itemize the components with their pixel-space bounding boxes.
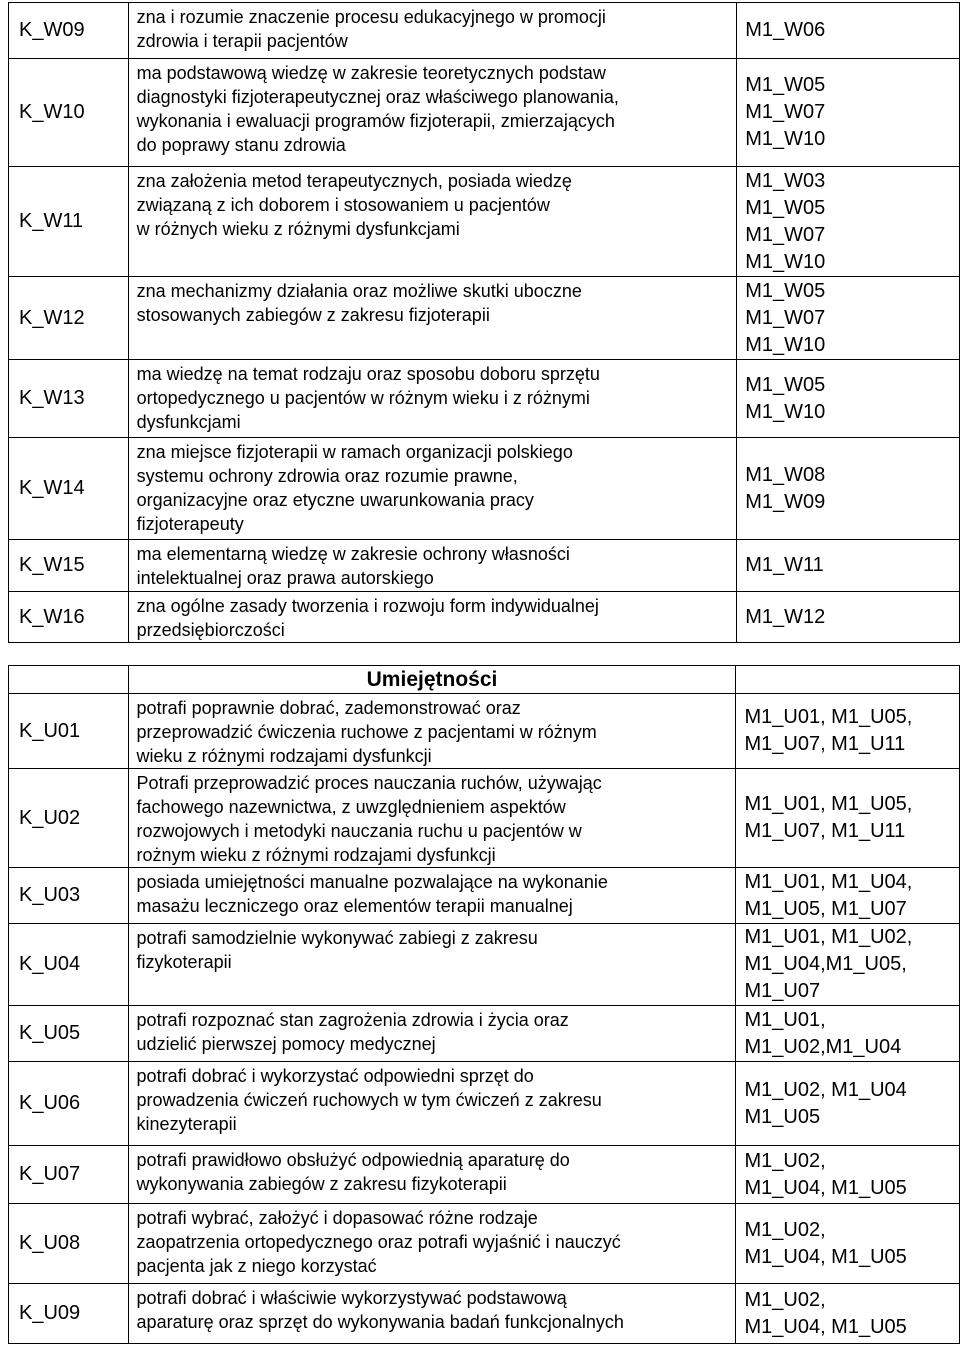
- table-row: [9, 924, 960, 1006]
- outcome-code: K_U09: [9, 1284, 129, 1344]
- module-refs-text: M1_U01, M1_U05, M1_U07, M1_U11: [744, 793, 913, 842]
- outcome-description-text: ma elementarną wiedzę w zakresie ochrony własności intelektualnej oraz prawa autorskiego: [136, 544, 570, 588]
- outcome-description: [128, 59, 737, 167]
- module-refs: [736, 1284, 960, 1344]
- module-refs: [737, 3, 960, 59]
- outcome-code: K_U03: [9, 868, 129, 924]
- skills-table: [8, 665, 960, 1344]
- module-refs-text: M1_W11: [745, 554, 824, 576]
- module-refs: [736, 1204, 960, 1284]
- table-row: [9, 694, 960, 769]
- outcome-description: [128, 277, 737, 360]
- module-refs: [737, 592, 960, 643]
- table-row: [9, 167, 960, 277]
- module-refs: [736, 1006, 960, 1062]
- module-refs: [736, 769, 960, 868]
- outcome-description-text: zna i rozumie znaczenie procesu edukacyjnego w promocji zdrowia i terapii pacjentów: [136, 7, 606, 51]
- header-blank-cell: [9, 666, 129, 694]
- module-refs: [736, 694, 960, 769]
- module-refs: [737, 167, 960, 277]
- table-row: [9, 1062, 960, 1146]
- outcome-description: [128, 360, 737, 438]
- module-refs: [737, 540, 960, 592]
- table-row: [9, 1204, 960, 1284]
- outcome-code: K_W16: [9, 592, 129, 643]
- outcome-description-text: potrafi poprawnie dobrać, zademonstrować oraz przeprowadzić ćwiczenia ruchowe z pacjentami w różnym wieku z różnymi rodzajami dysfunkcji: [136, 698, 597, 766]
- outcome-description: [128, 1204, 736, 1284]
- outcome-description: [128, 1006, 736, 1062]
- outcome-description-text: posiada umiejętności manualne pozwalające na wykonanie masażu leczniczego oraz elementów terapii manualnej: [136, 872, 608, 916]
- outcome-code: K_W10: [9, 59, 129, 167]
- outcome-code: K_U05: [9, 1006, 129, 1062]
- outcome-code: K_W09: [9, 3, 129, 59]
- outcome-code: K_U06: [9, 1062, 129, 1146]
- table-row: [9, 592, 960, 643]
- table-row: [9, 360, 960, 438]
- outcome-code: K_U08: [9, 1204, 129, 1284]
- module-refs: [737, 59, 960, 167]
- outcome-description-text: Potrafi przeprowadzić proces nauczania ruchów, używając fachowego nazewnictwa, z uwzględnieniem aspektów rozwojowych i metodyki nauczania ruchu u pacjentów w rożnym wieku z różnymi rodzajami dysfunkcji: [136, 773, 602, 865]
- outcome-description-text: ma podstawową wiedzę w zakresie teoretycznych podstaw diagnostyki fizjoterapeutycznej oraz właściwego planowania, wykonania i ewaluacji programów fizjoterapii, zmierzających do poprawy stanu zdrowia: [136, 63, 619, 155]
- outcome-description-text: ma wiedzę na temat rodzaju oraz sposobu doboru sprzętu ortopedycznego u pacjentów w różnym wieku i z różnymi dysfunkcjami: [136, 364, 600, 432]
- outcome-code: K_U07: [9, 1146, 129, 1204]
- outcome-description: [128, 1062, 736, 1146]
- module-refs-text: M1_W05 M1_W07 M1_W10: [745, 279, 826, 356]
- outcome-code: K_U02: [9, 769, 129, 868]
- module-refs: [736, 1146, 960, 1204]
- table-row: [9, 59, 960, 167]
- module-refs-text: M1_U01, M1_U05, M1_U07, M1_U11: [744, 706, 913, 755]
- module-refs-text: M1_W12: [745, 605, 826, 628]
- module-refs-text: M1_U02, M1_U04, M1_U05: [744, 1149, 907, 1199]
- outcome-code: K_W14: [9, 438, 129, 540]
- module-refs-text: M1_W05 M1_W10: [745, 373, 826, 423]
- table-row: [9, 1146, 960, 1204]
- section-header: Umiejętności: [128, 666, 736, 694]
- table-row: [9, 277, 960, 360]
- outcome-description: [128, 769, 736, 868]
- module-refs-text: M1_W06: [745, 19, 826, 41]
- knowledge-table: [8, 2, 960, 643]
- table-row: [9, 769, 960, 868]
- table-row: [9, 868, 960, 924]
- header-blank-cell: [736, 666, 960, 694]
- outcome-description-text: potrafi dobrać i wykorzystać odpowiedni sprzęt do prowadzenia ćwiczeń ruchowych w tym ćwiczeń z zakresu kinezyterapii: [136, 1066, 602, 1134]
- section-header-row: [9, 666, 960, 694]
- outcome-description: [128, 868, 736, 924]
- module-refs-text: M1_W03 M1_W05 M1_W07 M1_W10: [745, 169, 826, 273]
- outcome-description-text: zna mechanizmy działania oraz możliwe skutki uboczne stosowanych zabiegów z zakresu fizjoterapii: [136, 281, 582, 325]
- outcome-description: [128, 694, 736, 769]
- outcome-description-text: potrafi wybrać, założyć i dopasować różne rodzaje zaopatrzenia ortopedycznego oraz potrafi wyjaśnić i nauczyć pacjenta jak z niego korzystać: [136, 1208, 621, 1276]
- outcome-description: [128, 1284, 736, 1344]
- module-refs: [737, 360, 960, 438]
- outcome-description: [128, 438, 737, 540]
- module-refs: [736, 1062, 960, 1146]
- table-row: [9, 1284, 960, 1344]
- table-row: [9, 540, 960, 592]
- outcome-description: [128, 592, 737, 643]
- module-refs-text: M1_U01, M1_U02, M1_U04,M1_U05, M1_U07: [744, 926, 913, 1002]
- module-refs-text: M1_U02, M1_U04, M1_U05: [744, 1288, 907, 1338]
- outcome-description-text: potrafi rozpoznać stan zagrożenia zdrowia i życia oraz udzielić pierwszej pomocy medycznej: [136, 1010, 569, 1054]
- outcome-code: K_W11: [9, 167, 129, 277]
- outcome-description: [128, 3, 737, 59]
- outcome-description-text: potrafi dobrać i właściwie wykorzystywać podstawową aparaturę oraz sprzęt do wykonywania badań funkcjonalnych: [136, 1288, 624, 1332]
- outcome-description-text: potrafi samodzielnie wykonywać zabiegi z zakresu fizykoterapii: [136, 928, 538, 972]
- module-refs-text: M1_U02, M1_U04 M1_U05: [744, 1078, 907, 1128]
- outcome-description: [128, 924, 736, 1006]
- outcome-description: [128, 1146, 736, 1204]
- module-refs: [737, 277, 960, 360]
- outcome-code: K_W13: [9, 360, 129, 438]
- outcome-description-text: zna ogólne zasady tworzenia i rozwoju form indywidualnej przedsiębiorczości: [136, 596, 599, 640]
- module-refs: [736, 924, 960, 1006]
- outcome-code: K_U04: [9, 924, 129, 1006]
- outcome-code: K_U01: [9, 694, 129, 769]
- module-refs-text: M1_W05 M1_W07 M1_W10: [745, 74, 826, 150]
- outcome-description-text: zna miejsce fizjoterapii w ramach organizacji polskiego systemu ochrony zdrowia oraz rozumie prawne, organizacyjne oraz etyczne uwarunkowania pracy fizjoterapeuty: [136, 442, 573, 534]
- outcome-description-text: potrafi prawidłowo obsłużyć odpowiednią aparaturę do wykonywania zabiegów z zakresu fizykoterapii: [136, 1150, 570, 1194]
- module-refs-text: M1_U02, M1_U04, M1_U05: [744, 1218, 907, 1268]
- module-refs: [737, 438, 960, 540]
- outcome-description-text: zna założenia metod terapeutycznych, posiada wiedzę związaną z ich doborem i stosowaniem u pacjentów w różnych wieku z różnymi dysfunkcjami: [136, 171, 572, 239]
- module-refs-text: M1_W08 M1_W09: [745, 463, 826, 513]
- outcome-description: [128, 540, 737, 592]
- module-refs: [736, 868, 960, 924]
- module-refs-text: M1_U01, M1_U02,M1_U04: [744, 1008, 902, 1058]
- table-row: [9, 3, 960, 59]
- outcome-code: K_W15: [9, 540, 129, 592]
- table-row: [9, 438, 960, 540]
- module-refs-text: M1_U01, M1_U04, M1_U05, M1_U07: [744, 870, 913, 920]
- outcome-code: K_W12: [9, 277, 129, 360]
- outcome-description: [128, 167, 737, 277]
- table-row: [9, 1006, 960, 1062]
